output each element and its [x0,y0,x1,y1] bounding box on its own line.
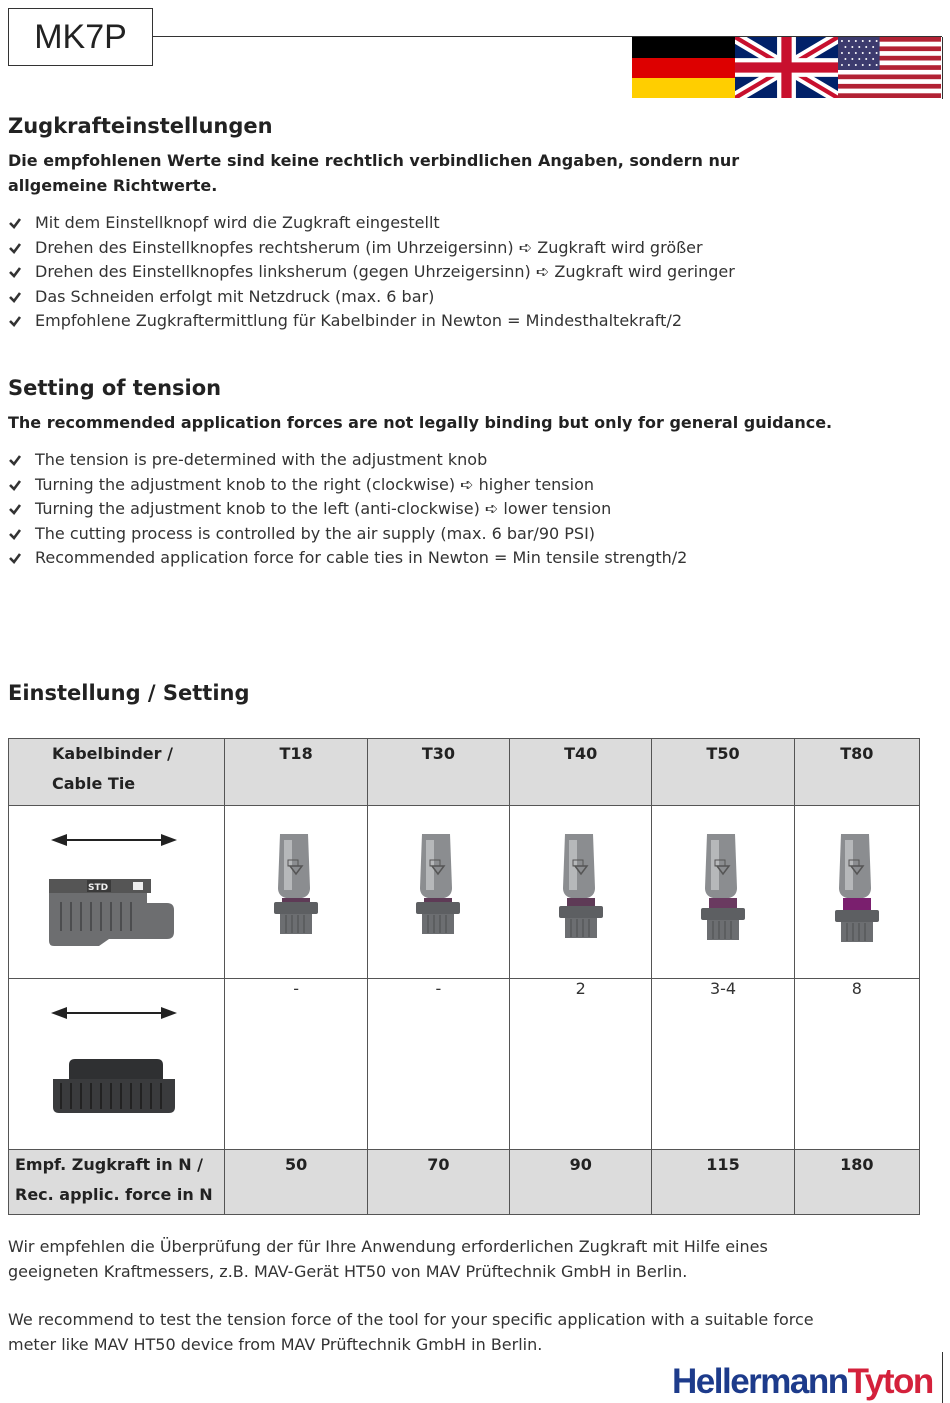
force-cell: 70 [367,1150,509,1215]
german-list [8,211,735,334]
knob-illustration-cell [9,806,225,979]
tool-nozzle-illustration [266,830,326,950]
knob-illustration-cell [9,979,225,1150]
list-item: Turning the adjustment knob to the left (anti-clockwise) ➪ lower tension [8,497,687,522]
cable-tie-header: Kabelbinder / Cable Tie [9,739,225,806]
document-title: MK7P [8,8,153,66]
list-item: Drehen des Einstellknopfes rechtsherum (im Uhrzeigersinn) ➪ Zugkraft wird größer [8,236,735,261]
svg-text:STD: STD [88,883,109,893]
note-german: Wir empfehlen die Überprüfung der für Ihre Anwendung erforderlichen Zugkraft mit Hilfe eines geeigneten Kraftmessers, z.B. MAV-Gerät HT50 von MAV Prüftechnik GmbH in Berlin. [8,1237,768,1281]
turns-cell: 3-4 [652,979,794,1150]
list-item: Recommended application force for cable ties in Newton = Min tensile strength/2 [8,546,687,571]
footer-rule [942,1352,943,1403]
list-item: Turning the adjustment knob to the right (clockwise) ➪ higher tension [8,473,687,498]
checkmark-icon [8,502,22,516]
double-arrow-icon [51,1007,177,1019]
german-heading: Zugkrafteinstellungen [8,114,273,138]
turns-cell: - [367,979,509,1150]
tool-image-cell [652,806,794,979]
list-item: The tension is pre-determined with the adjustment knob [8,448,687,473]
force-cell: 50 [225,1150,367,1215]
adjustment-knob-ring-illustration [9,979,224,1145]
column-header: T40 [510,739,652,806]
checkmark-icon [8,216,22,230]
adjustment-knob-illustration [9,806,224,974]
force-label-cell: Empf. Zugkraft in N / Rec. applic. force in N [9,1150,225,1215]
tool-image-cell [367,806,509,979]
tool-nozzle-illustration [551,830,611,950]
column-header: T80 [794,739,919,806]
list-item: Drehen des Einstellknopfes linksherum (gegen Uhrzeigersinn) ➪ Zugkraft wird geringer [8,260,735,285]
tool-image-cell [225,806,367,979]
checkmark-icon [8,241,22,255]
tool-image-cell [794,806,919,979]
tool-nozzle-illustration [827,830,887,950]
table-row [9,1150,920,1215]
list-item: The cutting process is controlled by the air supply (max. 6 bar/90 PSI) [8,522,687,547]
force-cell: 115 [652,1150,794,1215]
setting-heading: Einstellung / Setting [8,681,250,705]
hellermanntyton-logo: HellermannTyton [672,1362,933,1401]
turns-cell: 8 [794,979,919,1150]
german-subheading: Die empfohlenen Werte sind keine rechtlich verbindlichen Angaben, sondern nur allgemeine Richtwerte. [8,151,740,195]
english-heading: Setting of tension [8,376,222,400]
table-row [9,979,920,1150]
checkmark-icon [8,453,22,467]
table-header-row [9,739,920,806]
tool-nozzle-illustration [408,830,468,950]
force-cell: 90 [510,1150,652,1215]
turns-cell: 2 [510,979,652,1150]
checkmark-icon [8,290,22,304]
column-header: T18 [225,739,367,806]
turns-cell: - [225,979,367,1150]
force-cell: 180 [794,1150,919,1215]
checkmark-icon [8,314,22,328]
list-item: Mit dem Einstellknopf wird die Zugkraft eingestellt [8,211,735,236]
usa-flag-icon [838,37,941,98]
list-item: Empfohlene Zugkraftermittlung für Kabelbinder in Newton = Mindesthaltekraft/2 [8,309,735,334]
tool-nozzle-illustration [693,830,753,950]
double-arrow-icon [51,834,177,846]
table-row [9,806,920,979]
germany-flag-icon [632,37,735,98]
checkmark-icon [8,265,22,279]
tool-image-cell [510,806,652,979]
list-item: Das Schneiden erfolgt mit Netzdruck (max. 6 bar) [8,285,735,310]
english-subheading: The recommended application forces are not legally binding but only for general guidance. [8,413,833,432]
column-header: T30 [367,739,509,806]
checkmark-icon [8,527,22,541]
header-right-rule [942,37,943,99]
checkmark-icon [8,478,22,492]
setting-table [8,738,920,1215]
column-header: T50 [652,739,794,806]
english-list [8,448,687,571]
note-english: We recommend to test the tension force of the tool for your specific application with a suitable force meter like MAV HT50 device from MAV Prüftechnik GmbH in Berlin. [8,1310,814,1354]
checkmark-icon [8,551,22,565]
uk-flag-icon [735,37,838,98]
